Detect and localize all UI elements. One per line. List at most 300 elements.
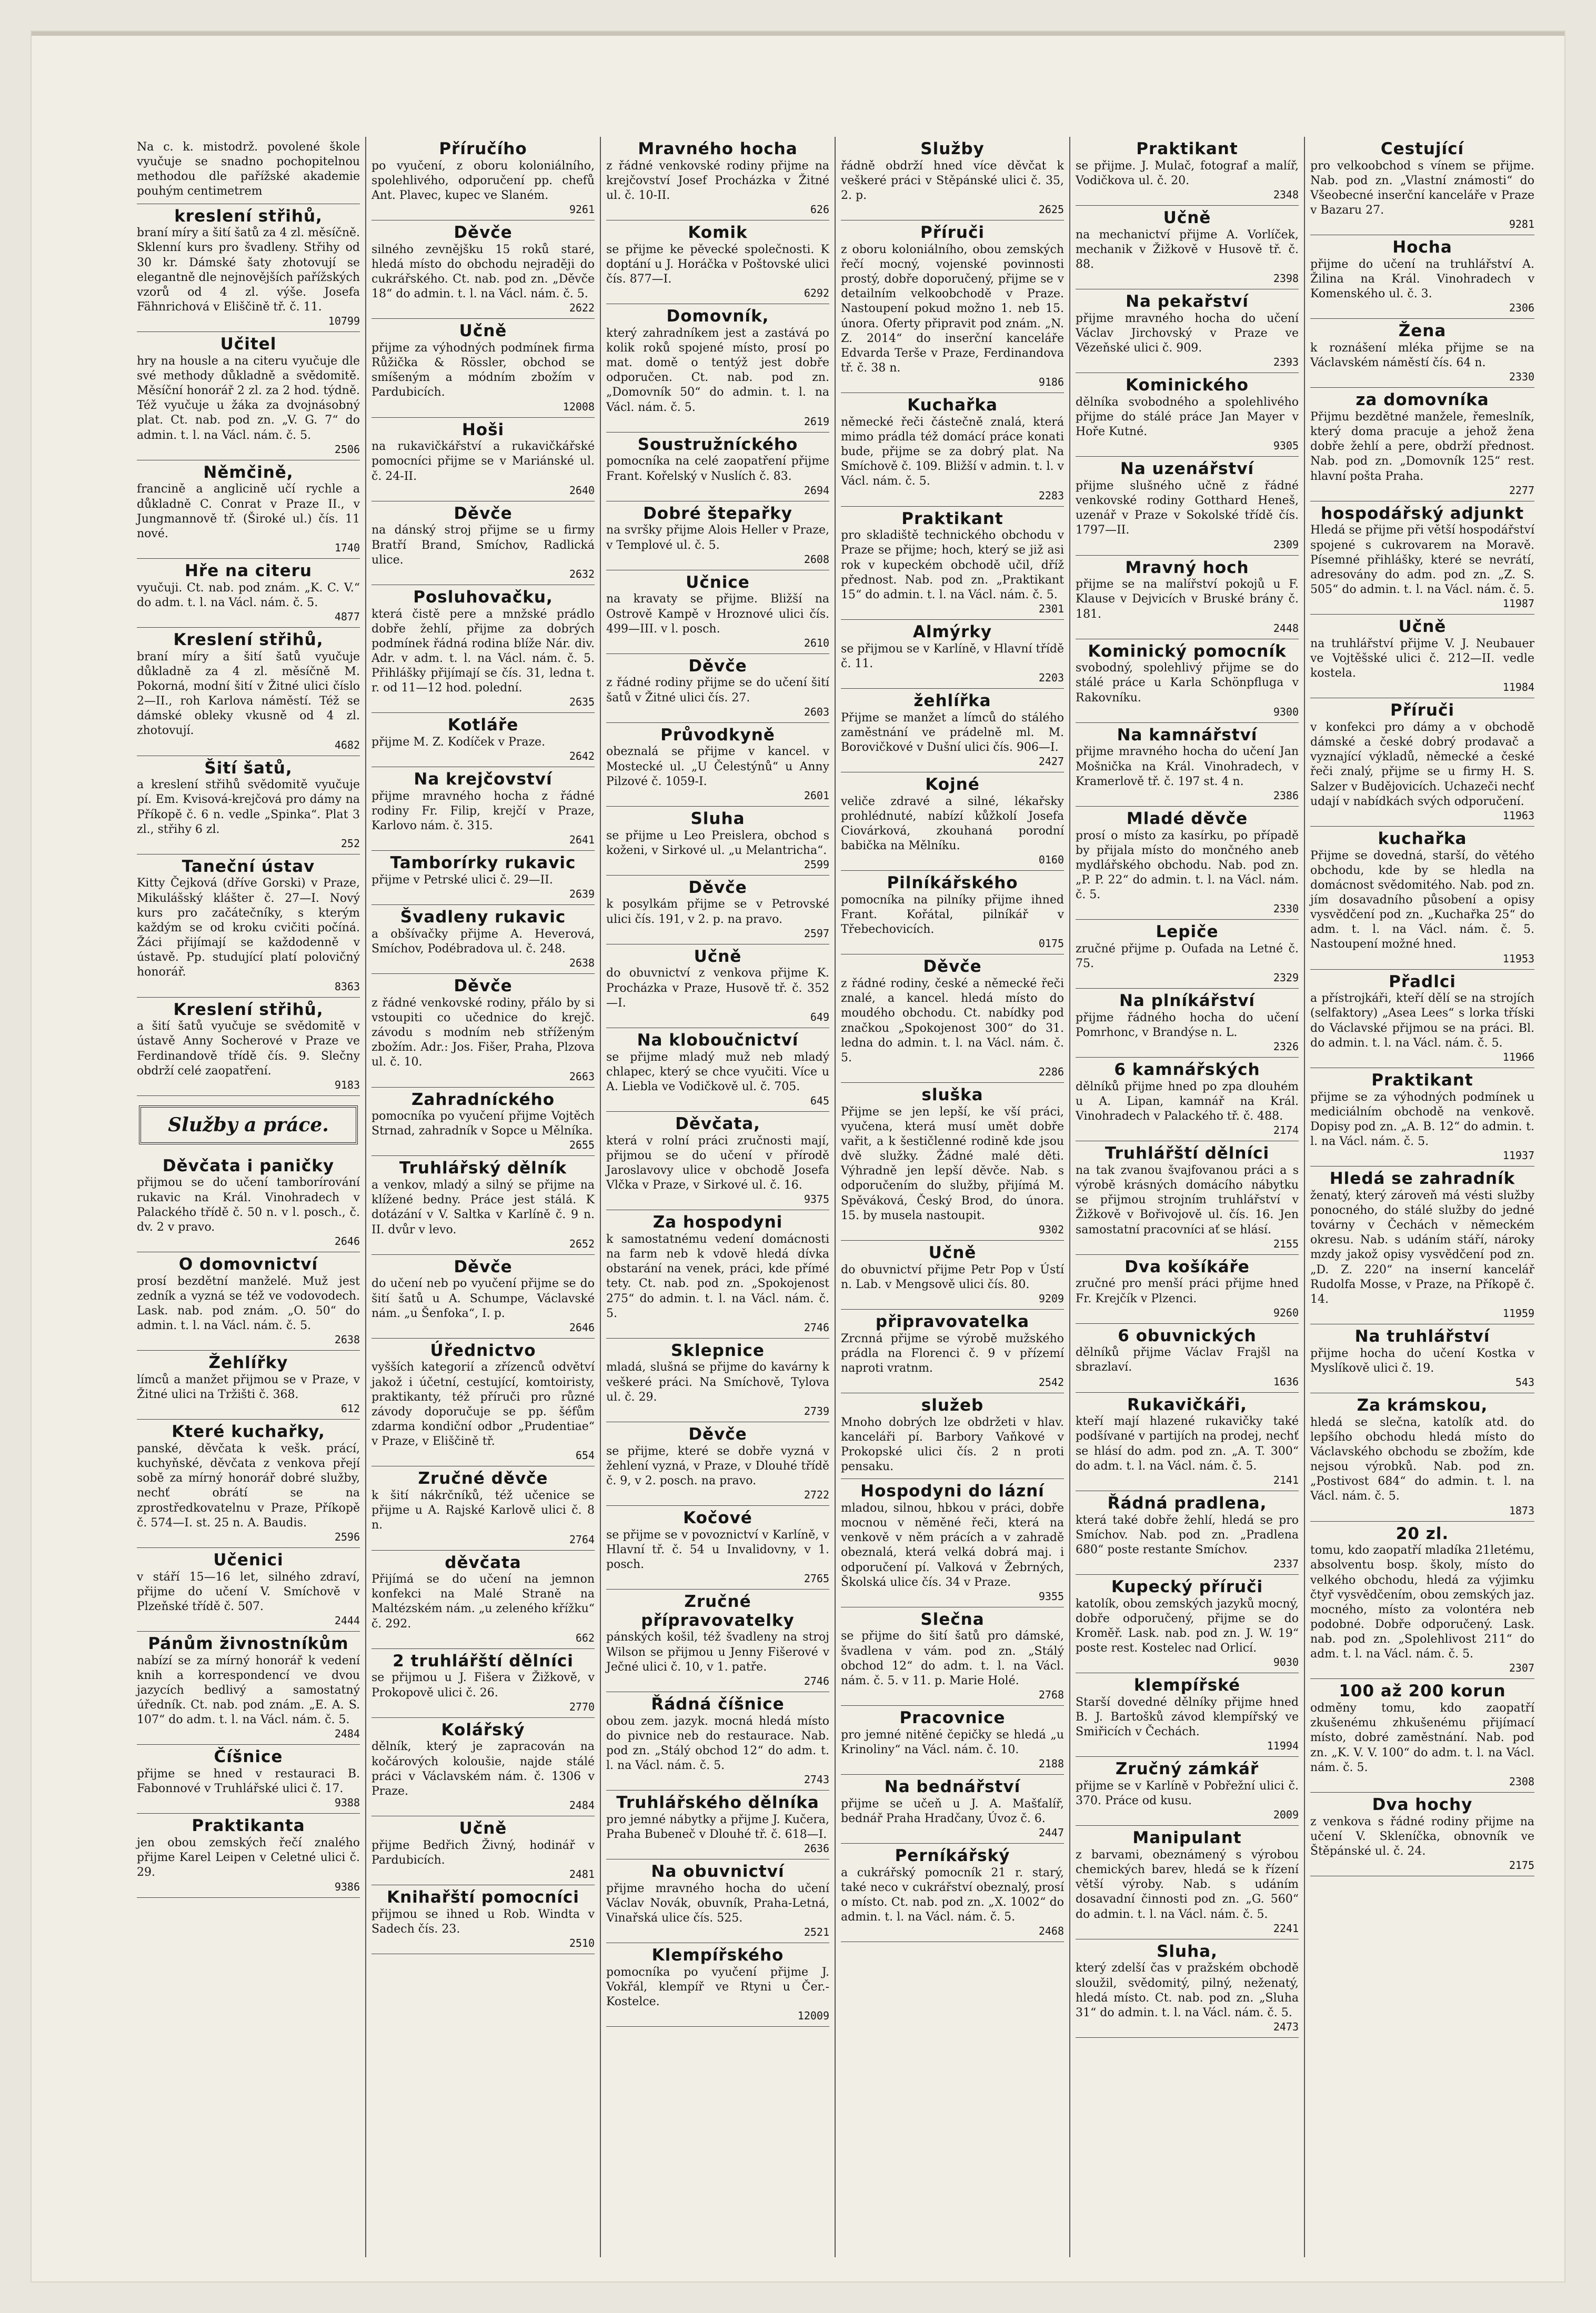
ad-text: dělníků přijme hned po zpa dlouhém u A. Lipan, kamnář na Král. Vinohradech v Palackého tř. č. 488.: [1076, 1080, 1299, 1123]
ad-headline: Rukavičkáři,: [1127, 1395, 1247, 1414]
ad-headline: Děvče: [454, 1257, 513, 1276]
classified-ad: [372, 1718, 595, 1816]
classified-ad: [606, 433, 829, 501]
ad-number: 2739: [804, 1404, 829, 1417]
ad-text: svobodný, spolehlivý přijme se do stálé práce u Karla Schönpfluga v Rakovníku.: [1076, 661, 1299, 705]
ad-text: se přijmou u J. Fišera v Žižkově, v Prokopově ulici č. 26.: [372, 1671, 595, 1699]
ad-number: 2444: [334, 1614, 360, 1627]
ad-number: 2641: [569, 833, 595, 847]
ad-headline: kreslení střihů,: [174, 206, 323, 226]
ad-number: 654: [575, 1449, 595, 1462]
classified-ad: [372, 713, 595, 767]
classified-ad: [606, 1506, 829, 1590]
classified-ad: [841, 1083, 1064, 1241]
classified-ad: [372, 1551, 595, 1649]
ad-number: 2506: [334, 443, 360, 456]
ad-text: obou zem. jazyk. mocná hledá místo do pivnice neb do restaurace. Nab. pod zn. „Stálý obchod 12“ do adm. t. l. na Václ. nám. č. 5.: [606, 1714, 829, 1773]
ad-number: 9260: [1273, 1306, 1299, 1319]
classified-ad: [606, 1112, 829, 1210]
ad-number: 2610: [804, 636, 829, 649]
ad-number: 2770: [569, 1700, 595, 1713]
classified-ad: [372, 1816, 595, 1885]
ad-headline: Učně: [459, 1819, 507, 1838]
ad-number: 1636: [1273, 1375, 1299, 1388]
ad-headline: Děvče: [688, 878, 747, 897]
classified-ad: [137, 332, 360, 460]
ad-text: přijme se hned v restauraci B. Fabonnové v Truhlářské ulici č. 17.: [137, 1767, 360, 1796]
ad-text: francině a anglicině učí rychle a důkladně C. Conrat v Praze II., v Jungmannově tř. (Široké ul.) čís. 11 nové.: [137, 482, 360, 540]
ad-text: límců a manžet přijmou se v Praze, v Žitné ulici na Tržišti č. 368.: [137, 1373, 360, 1402]
ad-text: jen obou zemských řečí znalého přijme Karel Leipen v Celetné ulici č. 29.: [137, 1836, 360, 1879]
ad-headline: Služby: [920, 139, 985, 158]
ad-text: který zdelší čas v pražském obchodě sloužil, svědomitý, pilný, neženatý, hledá místo. Ct. nab. pod zn. „Sluha 31“ do admin. t. l. na Václ. nám. č. 5.: [1076, 1962, 1299, 2019]
ad-headline: Učenici: [213, 1550, 284, 1570]
ad-number: 4682: [334, 738, 360, 751]
classified-ad: [606, 1590, 829, 1692]
ad-text: do obuvnictví z venkova přijme K. Procházka v Praze, Husově tř. č. 352—I.: [606, 967, 829, 1010]
ad-number: 2622: [569, 301, 595, 315]
ad-headline: Kreslení střihů,: [173, 1000, 324, 1019]
classified-ad: [606, 570, 829, 654]
ad-headline: Pánům živnostníkům: [148, 1634, 349, 1654]
classified-ad: [137, 998, 360, 1096]
classified-ad: [1076, 639, 1299, 723]
ad-number: 2309: [1273, 538, 1299, 551]
ad-headline: Děvčata i paničky: [162, 1156, 335, 1175]
classified-ad: [372, 220, 595, 319]
ad-text: k šití nákrčníků, též učenice se přijme u A. Rajské Karlově ulici č. 8 n.: [372, 1489, 595, 1532]
classified-ad: [841, 1706, 1064, 1775]
ad-headline: Truhlářského dělníka: [616, 1793, 819, 1813]
classified-ad: [137, 204, 360, 333]
ad-text: v konfekci pro dámy a v obchodě dámské a české dobrý prodavač a vyznající výkladů, německé a české řeči znalý, přijme se u firmy H. S. Salzer v Budějovicích. Uchazeči nechť udají v nabídkách svých odporučení.: [1310, 720, 1534, 808]
classified-ad: [372, 1339, 595, 1467]
classified-ad: [841, 137, 1064, 220]
ad-headline: Pracovnice: [899, 1708, 1006, 1728]
classified-ad: [841, 1393, 1064, 1479]
ad-number: 9302: [1038, 1223, 1064, 1236]
classified-ad: [1310, 1393, 1534, 1522]
ad-text: mladá, slušná se přijme do kavárny k veškeré práci. Na Smíchově, Tylova ul. č. 29.: [606, 1361, 829, 1404]
classified-ad: [1076, 137, 1299, 206]
classified-ad: [841, 393, 1064, 506]
ad-headline: klempířské: [1134, 1676, 1240, 1695]
ad-number: 2283: [1038, 489, 1064, 502]
ad-headline: Učně: [928, 1243, 977, 1262]
ad-text: která také dobře žehlí, hledá se pro Smíchov. Nab. pod zn. „Pradlena 680“ poste restante Smíchov.: [1076, 1513, 1299, 1556]
ad-text: panské, děvčata k vešk. prácí, kuchyňské, děvčata z venkova přejí sobě za mírný honorář dobré služby, nechť obrátí se na zprostředkovatelnu v Praze, Příkopě č. 574—I. st. 25 n. A. Baudis.: [137, 1442, 360, 1530]
ad-text: na truhlářství přijme V. J. Neubauer ve Vojtěšské ulici č. 212—II. vedle kostela.: [1310, 637, 1534, 680]
ad-text: přijme do učení na truhlářství A. Žilina na Král. Vinohradech v Komenského ul. č. 3.: [1310, 257, 1534, 301]
classified-ad: [841, 1479, 1064, 1607]
classified-ad: [606, 1692, 829, 1791]
ad-number: 2326: [1273, 1040, 1299, 1053]
ad-headline: Kuchařka: [907, 396, 998, 415]
ad-headline: Na plníkářství: [1119, 991, 1256, 1011]
ad-text: tomu, kdo zaopatří mladíka 21letému, absolventu bosp. školy, místo do velkého obchodu, hledá za výjimku čtyř vysvědčením, obou zemských jaz. mocného, místo za volontéra neb podobné. Dobře odporučený. Lask. nab. pod zn. „Spolehlivost 211“ do adm. t. l. na Václ. nám. č. 5.: [1310, 1544, 1534, 1661]
ad-text: Zrcnná přijme se výrobě mužského prádla na Florenci č. 9 v přízemí naproti vratnm.: [841, 1332, 1064, 1375]
classified-ad: [372, 1649, 595, 1718]
ad-headline: hospodářský adjunkt: [1320, 504, 1524, 523]
classified-ad: [372, 1255, 595, 1339]
ad-number: 649: [810, 1010, 829, 1023]
ad-number: 2329: [1273, 971, 1299, 984]
classified-ad: [1076, 723, 1299, 807]
classified-ad: [372, 319, 595, 417]
ad-headline: Kotláře: [447, 716, 519, 735]
ad-text: přijmou se do učení tamborírování rukavic na Král. Vinohradech v Palackého třídě č. 50 n. v l. posch., č. dv. 2 v pravo.: [137, 1176, 360, 1234]
ad-headline: Němčině,: [203, 462, 294, 482]
classified-ad: [1310, 970, 1534, 1068]
ad-headline: Na truhlářství: [1354, 1327, 1490, 1346]
ad-text: přijme se učeň u J. A. Mašťalíř, bednář Praha Hradčany, Úvoz č. 6.: [841, 1797, 1064, 1825]
ad-text: přijme slušného učně z řádné venkovské rodiny Gotthard Heneš, uzenář v Praze v Sokolské třídě čís. 1797—II.: [1076, 479, 1299, 537]
ad-headline: Na krejčovství: [414, 770, 553, 789]
ad-headline: Děvče: [454, 977, 513, 996]
ad-number: 2301: [1038, 602, 1064, 615]
ad-number: 2638: [569, 957, 595, 970]
ad-headline: Praktikant: [1136, 139, 1238, 158]
ad-headline: Knihařští pomocníci: [387, 1887, 579, 1907]
ad-text: z venkova s řádné rodiny přijme na učení V. Skleníčka, obnovník ve Štěpánské ul. č. 24.: [1310, 1815, 1534, 1858]
ad-text: do učení neb po vyučení přijme se do šití šatů u A. Schumpe, Václavské nám. „u Šenfoka“, I. p.: [372, 1277, 595, 1320]
classified-ad: [1076, 1255, 1299, 1324]
ad-headline: Praktikanta: [192, 1816, 305, 1836]
ad-number: 2448: [1273, 621, 1299, 635]
ad-number: 2510: [569, 1936, 595, 1949]
ad-number: 8363: [334, 980, 360, 993]
classified-ad: [372, 1156, 595, 1254]
ad-number: 2639: [569, 888, 595, 901]
classified-ad: [1310, 1522, 1534, 1680]
classified-ad: [841, 620, 1064, 689]
ad-headline: Kupecký příruči: [1111, 1577, 1263, 1597]
ad-text: pro jemné nábytky a přijme J. Kučera, Praha Bubeneč v Dlouhé tř. č. 618—I.: [606, 1813, 829, 1841]
ad-text: v stáří 15—16 let, silného zdraví, přijme do učení V. Smíchově v Plzeňské třídě č. 507.: [137, 1570, 360, 1613]
ad-number: 2632: [569, 567, 595, 580]
ad-headline: Za hospodyni: [653, 1213, 783, 1232]
ad-headline: Klempířského: [651, 1946, 784, 1965]
classified-ad: [1076, 1393, 1299, 1491]
ad-text: řádně obdrží hned více děvčat k veškeré práci v Stěpánské ulici č. 35, 2. p.: [841, 159, 1064, 202]
ad-headline: Učnice: [686, 572, 750, 592]
ad-number: 2398: [1273, 272, 1299, 285]
ad-number: 2636: [804, 1842, 829, 1855]
ad-text: dělník, který je zapracován na kočárových koloušie, najde stálé práci v Václavském nám. č. 1306 v Praze.: [372, 1740, 595, 1798]
ad-number: 2603: [804, 705, 829, 718]
ad-text: pomocníka na celé zaopatření přijme Frant. Kořelský v Nuslích č. 83.: [606, 455, 829, 483]
ad-headline: Na uzenářství: [1120, 459, 1254, 479]
ad-headline: Učně: [459, 321, 507, 341]
ad-number: 2655: [569, 1139, 595, 1152]
ad-number: 9388: [334, 1796, 360, 1809]
ad-headline: Příručího: [439, 139, 527, 158]
classified-ad: [1076, 457, 1299, 555]
ad-headline: služeb: [921, 1395, 984, 1415]
ad-text: silného zevnějšku 15 roků staré, hledá místo do obchodu nejraději do cukrářského. Ct. nab. pod zn. „Děvče 18“ do admin. t. l. na Václ. nám. č. 5.: [372, 243, 595, 301]
ad-number: 2625: [1038, 203, 1064, 216]
classified-ad: [606, 137, 829, 220]
ad-headline: Tamborírky rukavic: [390, 853, 576, 873]
ad-number: 10799: [328, 315, 360, 328]
ad-text: dělníků přijme Václav Frajšl na sbrazlaví.: [1076, 1346, 1299, 1374]
ad-headline: Na pekařství: [1126, 292, 1249, 311]
ad-number: 9305: [1273, 439, 1299, 452]
column-1: [132, 137, 366, 2257]
newspaper-page: [32, 32, 1564, 2281]
ad-headline: Mravný hoch: [1125, 558, 1249, 577]
ad-text: vyšších kategorií a zřízenců odvětví jakož i účetní, cestující, komtoiristy, praktikanty, též příruči pro různé závody doporučuje se pp. šéfům zdarma kondiční odbor „Prudentiae“ v Praze, v Eliščině tř.: [372, 1361, 595, 1449]
ad-headline: Sklepnice: [671, 1341, 765, 1360]
ad-number: 2768: [1038, 1688, 1064, 1702]
classified-ad: [1076, 1491, 1299, 1575]
classified-ad: [137, 1420, 360, 1548]
ad-number: 2306: [1509, 301, 1534, 315]
classified-ad: [137, 1154, 360, 1252]
ad-headline: Řádná pradlena,: [1107, 1493, 1267, 1513]
classified-ad: [841, 220, 1064, 393]
ad-headline: Na kloboučnictví: [637, 1030, 799, 1050]
ad-headline: Pilníkářského: [887, 873, 1018, 893]
ad-number: 9261: [569, 203, 595, 216]
ad-number: 2155: [1273, 1237, 1299, 1250]
column-5: [1070, 137, 1305, 2257]
ad-text: zručné pro menší práci přijme hned Fr. Krejčík v Plzenci.: [1076, 1277, 1299, 1305]
classified-ad: [1310, 827, 1534, 970]
ad-text: pánských košil, též švadleny na stroj Wilson se přijmou u Jenny Fišerové v Ječné ulici č. 10, v 1. patře.: [606, 1631, 829, 1674]
ad-text: hry na housle a na citeru vyučuje dle své methody důkladně a svědomitě. Měsíční honorář 2 zl. za 2 hod. týdně. Též vyučuje u žáka za dvojnásobný plat. Ct. nab. pod zn. „V. G. 7“ do admin. t. l. na Václ. nám. č. 5.: [137, 354, 360, 442]
top-rule: [32, 32, 1564, 36]
ad-number: 12009: [797, 2009, 829, 2023]
ad-text: přijme v Petrské ulici č. 29—II.: [372, 873, 553, 887]
ad-headline: Hledá se zahradník: [1329, 1169, 1515, 1189]
classified-ad: [606, 1859, 829, 1943]
ad-number: 645: [810, 1094, 829, 1107]
ad-headline: Zručné přípravovatelky: [641, 1592, 795, 1630]
ad-headline: Zručný zámkář: [1115, 1759, 1259, 1779]
ad-number: 2473: [1273, 2020, 1299, 2034]
ad-text: Starší dovedné dělníky přijme hned B. J. Bartošků závod klempířský ve Smiřicích v Čechách.: [1076, 1695, 1299, 1739]
ad-text: Na c. k. mistodrž. povolené škole vyučuje se snadno pochopitelnou methodou dle pařížské akademie pouhým centimetrem: [137, 140, 360, 198]
ad-headline: Za krámskou,: [1357, 1395, 1488, 1415]
classified-ad: [137, 1745, 360, 1814]
ad-headline: kuchařka: [1378, 829, 1467, 848]
ad-number: 1873: [1509, 1504, 1534, 1517]
ad-headline: připravovatelka: [875, 1312, 1030, 1331]
column-4: [836, 137, 1070, 2257]
ad-headline: Přadlci: [1389, 972, 1456, 991]
ad-headline: Zručné děvče: [418, 1469, 548, 1489]
ad-number: 2277: [1509, 484, 1534, 497]
ad-headline: Kominického: [1126, 376, 1249, 395]
ad-headline: Truhlářský dělník: [399, 1159, 567, 1178]
classified-ad: [1310, 1166, 1534, 1324]
ad-text: se přijme do šití šatů pro dámské, švadlena v vám. pod zn. „Stálý obchod 12“ do adm. t. l. na Václ. nám. č. 5. v 11. p. Marie Holé.: [841, 1630, 1064, 1687]
ad-text: na rukavičkářství a rukavičkářské pomocníci přijme se v Mariánské ul. č. 24-II.: [372, 440, 595, 483]
ad-text: pro jemné nitěné čepičky se hledá „u Krinoliny“ na Václ. nám. č. 10.: [841, 1728, 1064, 1756]
ad-headline: Cestující: [1380, 139, 1464, 158]
ad-headline: Sluha,: [1157, 1942, 1218, 1961]
ad-text: Hledá se přijme při větší hospodářství spojené s cukrovarem na Moravě. Písemné přihlášky, které se nevrátí, adresovány do adm. pod zn. „Z. S. 505“ do admin. t. l. na Václ. nám. č. 5.: [1310, 524, 1534, 597]
classified-ad: [372, 418, 595, 501]
ad-number: 2286: [1038, 1065, 1064, 1079]
ad-headline: Posluhovačku,: [413, 587, 553, 607]
ad-number: 11994: [1267, 1739, 1299, 1753]
ad-number: 2746: [804, 1674, 829, 1687]
ad-text: přijme mravného hocha z řádné rodiny Fr. Filip, krejčí v Praze, Karlovo nám. č. 315.: [372, 789, 595, 833]
ad-headline: Které kuchařky,: [172, 1422, 325, 1442]
ad-headline: Kreslení střihů,: [173, 630, 324, 649]
ad-number: 2337: [1273, 1557, 1299, 1571]
ad-number: 2484: [569, 1799, 595, 1812]
ad-text: se přijme mladý muž neb mladý chlapec, který se chce vyučiti. Více u A. Liebla ve Vodičkově ul. č. 705.: [606, 1050, 829, 1093]
ad-number: 2764: [569, 1533, 595, 1546]
ad-text: přijme Bedřich Živný, hodinář v Pardubicích.: [372, 1838, 595, 1867]
ad-headline: Truhlářští dělníci: [1105, 1144, 1270, 1163]
ad-number: 0160: [1038, 853, 1064, 867]
ad-text: veliče zdravé a silné, lékařsky prohlédnuté, nabízí kůžkolí Josefa Ciovárková, zkouhaná porodní babička na Mělníku.: [841, 795, 1064, 853]
ad-number: 9355: [1038, 1590, 1064, 1603]
ad-text: a cukrářský pomocník 21 r. starý, také neco v cukrářství obeznalý, prosí o místo. Ct. nab. pod zn. „X. 1002“ do admin. t. l. na Václ. nám. č. 5.: [841, 1866, 1064, 1924]
classified-ad: [1076, 373, 1299, 457]
ad-text: braní míry a šití šatů za 4 zl. měsíčně. Sklenní kurs pro švadleny. Střihy od 30 kr. Dámské šaty zhotovují se elegantně dle nejnovějších pařížských vzorů od 4 zl. výše. Josefa Fähnrichová v Eliščině tř. č. 11.: [137, 226, 360, 314]
classified-ad: [1076, 1939, 1299, 2038]
ad-headline: Hoši: [461, 420, 505, 439]
ad-text: hledá se slečna, katolík atd. do lepšího obchodu hledá místo do Václavského obchodu se zbožím, kde nejsou výrobků. Nab. pod zn. „Postivost 684“ do admin. t. l. na Václ. nám. č. 5.: [1310, 1415, 1534, 1503]
ad-number: 11959: [1502, 1307, 1534, 1320]
ad-number: 2203: [1038, 671, 1064, 684]
classified-ad: [372, 137, 595, 220]
ad-headline: Manipulant: [1132, 1828, 1242, 1848]
ad-number: 0175: [1038, 937, 1064, 950]
column-6: [1305, 137, 1540, 2257]
ad-number: 12008: [563, 400, 595, 413]
classified-ad: [841, 772, 1064, 871]
ad-headline: Učně: [1398, 617, 1447, 637]
ad-text: ženatý, který zároveň má vésti služby ponocného, do stálé služby do jedné továrny v Čechách v německém okresu. Nab. s udáním stáří, nároky mzdy jakož opisy vysvědčení pod zn. „D. Z. 220“ na inserní kancelář Rudolfa Mosse, v Praze, na Příkopě č. 14.: [1310, 1189, 1534, 1306]
ad-headline: Taneční ústav: [182, 857, 315, 876]
classified-ad: [606, 807, 829, 876]
ad-text: z oboru koloniálního, obou zemských řečí mocný, vojenské povinnosti prostý, dobře doporučený, přijme se v detailním velkoobchodě v Praze. Nastoupení pokud možno 1. neb 15. února. Oferty připravit pod znám. „N. Z. 2014“ do inserční kanceláře Edvarda Terše v Praze, Ferdinandova tř. č. 38 n.: [841, 243, 1064, 375]
ad-number: 2521: [804, 1926, 829, 1939]
ad-headline: Kominický pomocník: [1088, 641, 1287, 661]
classified-ad: [137, 559, 360, 628]
ad-number: 11984: [1502, 681, 1534, 694]
classified-ad: [841, 507, 1064, 620]
ad-number: 2468: [1038, 1925, 1064, 1938]
ad-headline: 20 zl.: [1396, 1524, 1449, 1543]
ad-headline: Průvodkyně: [660, 725, 775, 745]
ad-text: z řádné venkovské rodiny, přálo by si vstoupiti co učednice do krejč. závodu s modním neb stříženým zbožím. Adr.: Jos. Fišer, Praha, Plzova ul. č. 10.: [372, 996, 595, 1069]
ad-number: 2241: [1273, 1922, 1299, 1935]
ad-headline: Dva košíkáře: [1125, 1257, 1250, 1276]
ad-text: obeznalá se přijme v kancel. v Mostecké ul. „U Čelestýnů“ u Anny Pilzové č. 1059-I.: [606, 745, 829, 788]
ad-number: 2307: [1509, 1662, 1534, 1675]
ad-headline: Děvče: [923, 957, 982, 977]
classified-ad: [1076, 556, 1299, 639]
ad-text: a přístrojkáři, kteří dělí se na strojích (selfaktory) „Asea Lees“ s lorka tříski do Václavské přijmou se na práci. Bl. do admin. t. l. na Václ. nám. č. 5.: [1310, 992, 1534, 1050]
ad-headline: Praktikant: [1371, 1070, 1473, 1090]
ad-text: a venkov, mladý a silný se přijme na klížené bedny. Práce jest stálá. K dotázání v V. Saltka v Karlíně č. 9 n. II. dvůr v levo.: [372, 1179, 595, 1236]
classified-ad: [841, 1607, 1064, 1706]
ad-headline: Švadleny rukavic: [400, 908, 566, 927]
ad-number: 2188: [1038, 1757, 1064, 1771]
classified-ad: [1076, 1757, 1299, 1826]
classified-ad: [1310, 1068, 1534, 1166]
ad-number: 626: [810, 203, 829, 216]
ad-text: Přijme se dovedná, starší, do větého obchodu, kde by se hledla na domácnost svědomitého. Nab. pod zn. jím dosavadního působení a opisy vysvědčení pod zn. „Kuchařka 25“ do adm. t. l. na Václ. nám. č. 5. Nastoupení možné hned.: [1310, 849, 1534, 951]
ad-number: 11963: [1502, 809, 1534, 822]
ad-text: pro velkoobchod s vínem se přijme. Nab. pod zn. „Vlastní známosti“ do Všeobecné inserční kanceláře v Praze v Bazaru 27.: [1310, 159, 1534, 217]
ad-headline: Úřednictvo: [430, 1341, 536, 1360]
classified-ad: [372, 767, 595, 851]
classified-ad: [1310, 235, 1534, 319]
classified-ad: [606, 1791, 829, 1859]
ad-headline: Soustružníckého: [637, 435, 798, 454]
ad-number: 2646: [569, 1321, 595, 1334]
classified-ad: [1076, 1324, 1299, 1393]
ad-text: na svršky přijme Alois Heller v Praze, v Templové ul. č. 5.: [606, 524, 829, 552]
ad-text: nabízí se za mírný honorář k vedení knih a korrespondencí ve dvou jazycích bedlivý a samostatný úředník. Ct. nab. pod znám. „E. A. S. 107“ do adm. t. l. na Václ. nám. č. 5.: [137, 1654, 360, 1727]
ad-number: 9375: [804, 1193, 829, 1206]
classified-ad: [137, 460, 360, 559]
ad-text: dělníka svobodného a spolehlivého přijme do stálé práce Jan Mayer v Hoře Kutné.: [1076, 395, 1299, 439]
ad-text: pomocníka po vyučení přijme J. Vokřál, klempíř ve Rtyni u Čer.-Kostelce.: [606, 1965, 829, 2009]
column-2: [366, 137, 601, 2257]
ad-headline: Příruči: [1390, 701, 1454, 720]
ad-text: prosí o místo za kasírku, po případě by přijala místo do mončného aneb mydlářského obchodu. Nab. pod zn. „P. P. 22“ do admin. t. l. na Václ. nám. č. 5.: [1076, 829, 1299, 902]
ad-headline: Učitel: [220, 335, 277, 354]
ad-headline: Sluha: [690, 809, 745, 828]
ad-headline: 6 obuvnických: [1118, 1326, 1257, 1345]
ad-text: přijme mravného hocha do učení Jan Mošnička na Král. Vinohradech, v Kramerlově tř. č. 197 st. 4 n.: [1076, 745, 1299, 788]
ad-number: 2652: [569, 1237, 595, 1250]
classified-ad: [1076, 1575, 1299, 1673]
ad-number: 2746: [804, 1321, 829, 1334]
ad-headline: Na bednářství: [884, 1777, 1021, 1797]
ad-number: 2009: [1273, 1808, 1299, 1822]
ad-text: z barvami, obeznámený s výrobou chemických barev, hledá se k řízení větší výroby. Nab. s udáním dosavadní činnosti pod zn. „G. 560“ do admin. t. l. na Václ. nám. č. 5.: [1076, 1848, 1299, 1921]
ad-number: 2743: [804, 1773, 829, 1786]
ad-number: 662: [575, 1631, 595, 1644]
ad-headline: Číšnice: [214, 1747, 283, 1767]
ad-text: mladou, silnou, hbkou v práci, dobře mocnou v něměné řeči, která na venkově v něm prácích a v zahradě obeznalá, která velká dobrá maj. i odporučení pí. Valková v Žebrných, Školská ulice čís. 34 v Praze.: [841, 1501, 1064, 1589]
ad-text: a obšívačky přijme A. Heverová, Smíchov, Podébradova ul. č. 248.: [372, 927, 595, 956]
ad-text: přijme za výhodných podmínek firma Růžička & Rössler, obchod se smíšeným a módním zbožím v Pardubicích.: [372, 341, 595, 399]
ad-text: z řádné rodiny, české a německé řeči znalé, a kancel. hledá místo do moudého obchodu. Ct. nabídky pod značkou „Spokojenost 300“ do 31. ledna do admin. t. l. na Václ. nám. č. 5.: [841, 977, 1064, 1064]
ad-number: 543: [1515, 1375, 1534, 1389]
classified-ad: [606, 1028, 829, 1112]
ad-headline: Děvče: [454, 504, 513, 523]
ad-number: 2597: [804, 927, 829, 940]
classified-ad: [372, 851, 595, 905]
ad-number: 2484: [334, 1727, 360, 1741]
classified-ad: [606, 876, 829, 944]
ad-headline: Hocha: [1392, 238, 1452, 257]
ad-number: 2635: [569, 696, 595, 709]
ad-headline: Žena: [1398, 321, 1447, 341]
ad-number: 2638: [334, 1333, 360, 1346]
ad-text: přijme se na malířství pokojů u F. Klause v Dejvicích v Bruské brány č. 181.: [1076, 578, 1299, 621]
ad-number: 2640: [569, 484, 595, 497]
ad-number: 2427: [1038, 755, 1064, 768]
classified-ad: [1076, 1141, 1299, 1254]
classified-columns: [132, 137, 1542, 2257]
ad-number: 2722: [804, 1489, 829, 1502]
ad-text: se přijme u Leo Preislera, obchod s koženi, v Sirkové ul. „u Melantricha“.: [606, 829, 829, 857]
ad-headline: Perníkářský: [895, 1846, 1010, 1865]
ad-number: 9209: [1038, 1292, 1064, 1305]
